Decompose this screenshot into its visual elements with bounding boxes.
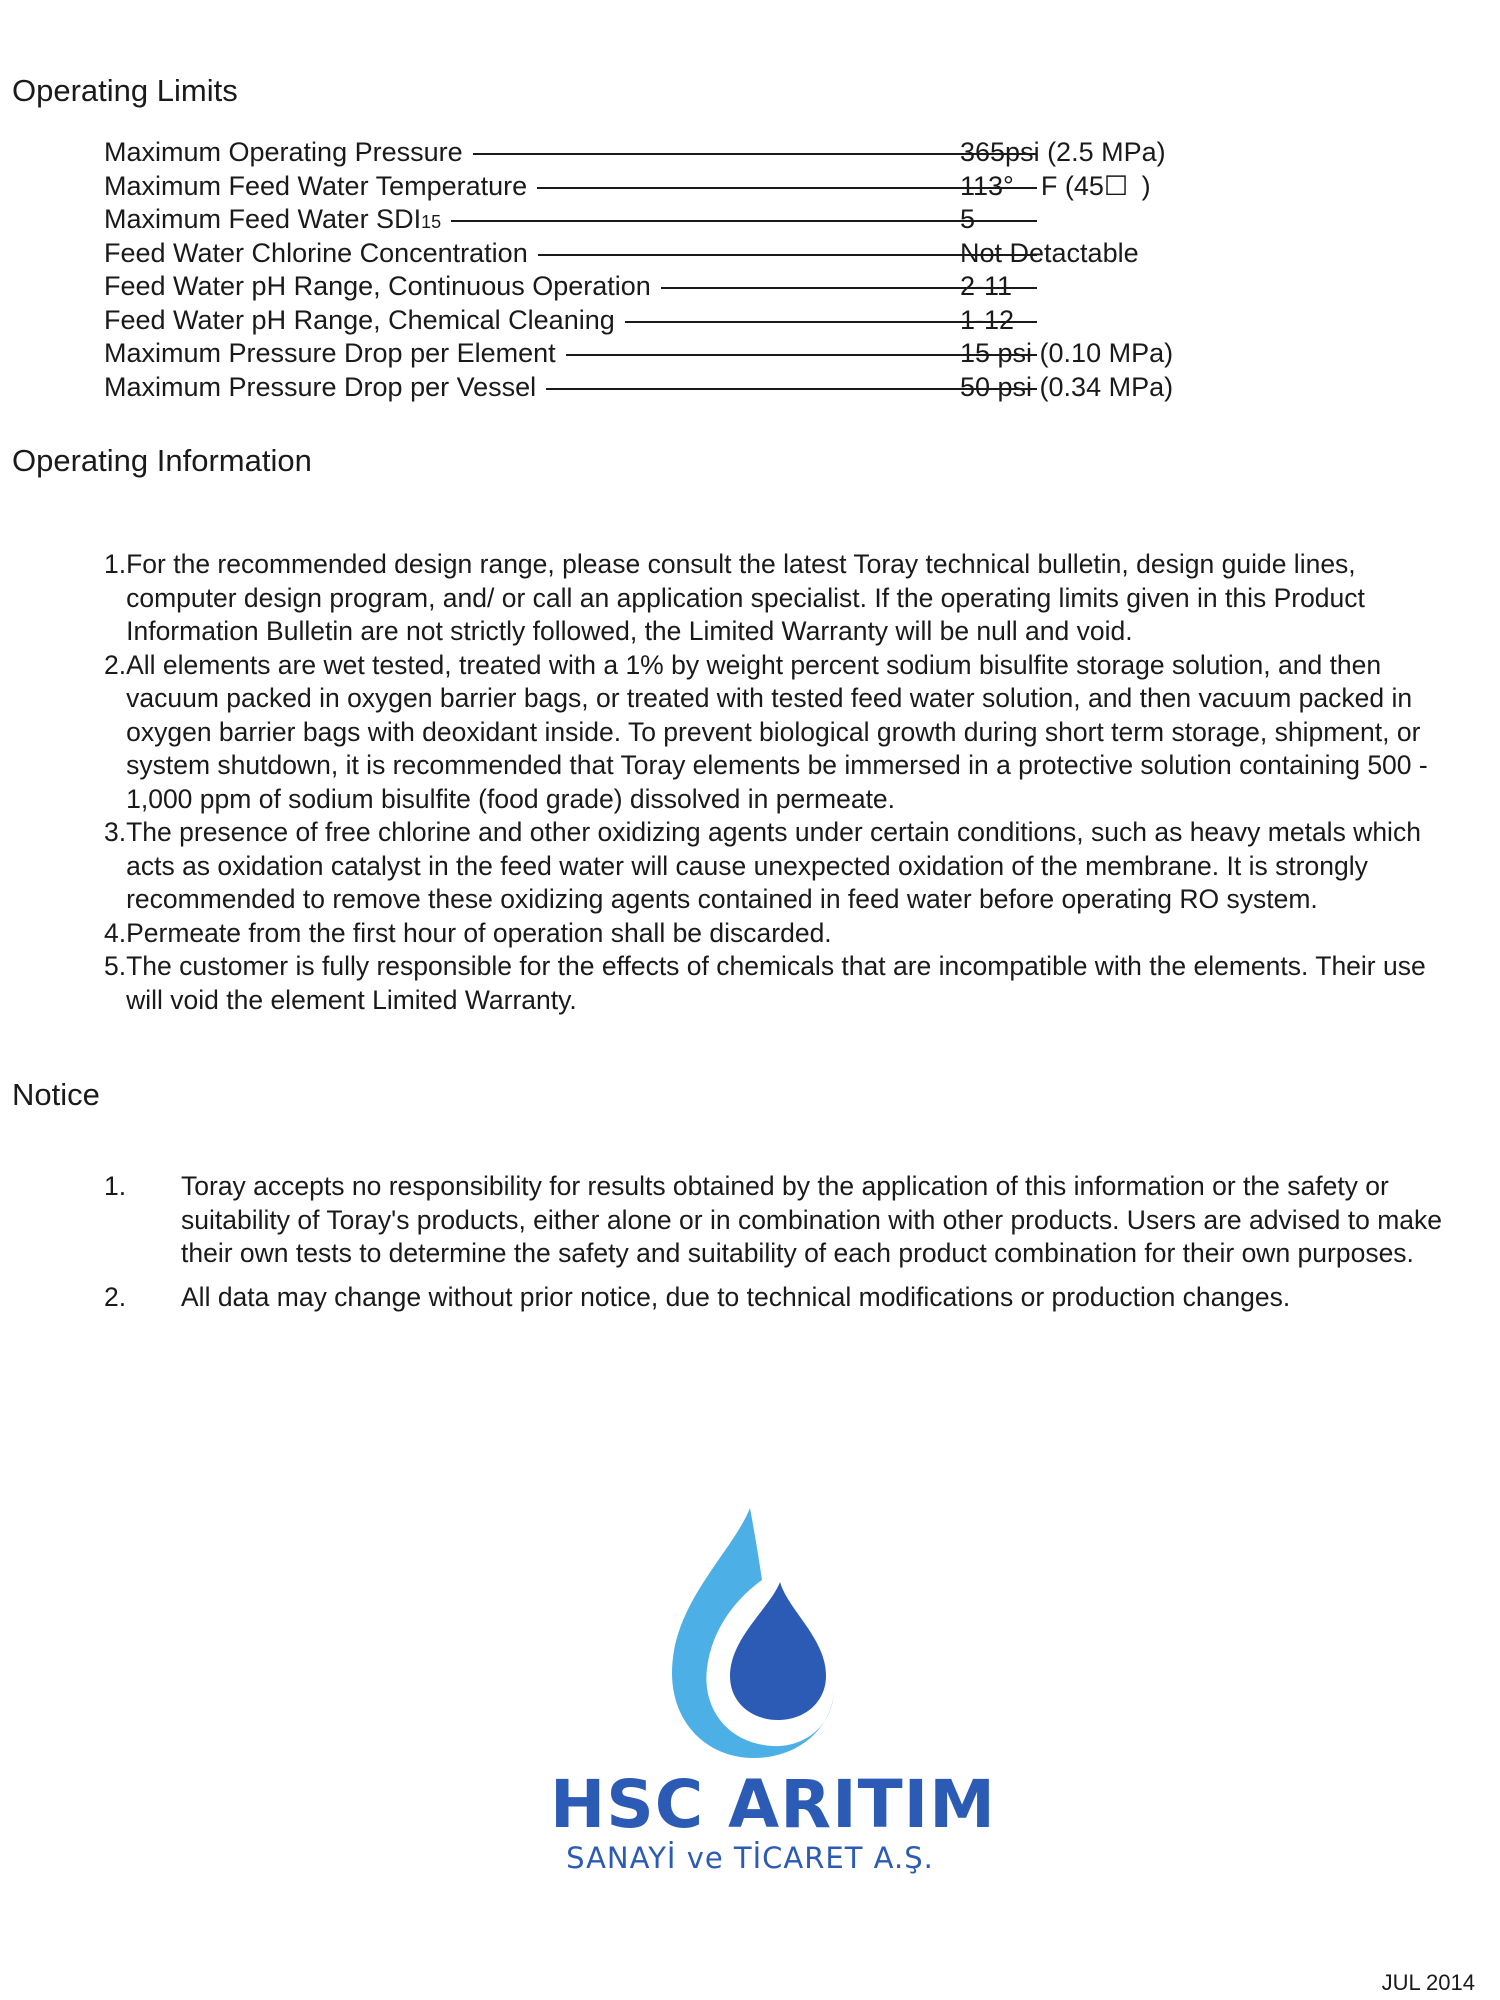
leader-line: [404, 220, 1037, 222]
operating-information-heading: Operating Information: [12, 443, 312, 478]
limit-row: [104, 136, 1204, 170]
limit-label: Feed Water Chlorine Concentration: [104, 237, 538, 271]
limit-label-subscript: 15: [421, 212, 442, 232]
list-item: [104, 816, 1434, 917]
footer-date: JUL 2014: [1381, 1970, 1475, 1995]
list-item: [104, 548, 1434, 649]
limit-label: Maximum Pressure Drop per Element: [104, 337, 566, 371]
limit-value: 15 psi (0.10 MPa): [960, 338, 1174, 368]
limit-label: Maximum Pressure Drop per Vessel: [104, 371, 546, 405]
notice-list: [104, 1170, 1456, 1324]
item-number: 1.: [104, 1171, 127, 1201]
limit-row: [104, 237, 1204, 271]
limit-row: [104, 203, 1204, 237]
limit-row: [104, 304, 1204, 338]
limit-row: [104, 371, 1204, 405]
company-logo: [540, 1508, 996, 1878]
limit-value: 1-12: [960, 304, 1015, 335]
operating-information-list: [104, 548, 1434, 1017]
leader-line: [489, 388, 1037, 390]
leader-line: [504, 354, 1037, 356]
limit-value: 5: [960, 204, 976, 234]
list-item: [104, 950, 1434, 1017]
list-item: [104, 1170, 1456, 1271]
item-text: Toray accepts no responsibility for results obtained by the application of this information or the safety or suitability of Toray's products, either alone or in combination with other products. Users are advised to make their own tests to determine the safety and suitability of each product combination for their own purposes.: [181, 1171, 1443, 1268]
notice-heading: Notice: [12, 1077, 100, 1112]
list-item: [104, 649, 1434, 817]
limit-value: 365psi (2.5 MPa): [960, 137, 1166, 167]
item-text: The presence of free chlorine and other oxidizing agents under certain conditions, such as heavy metals which acts as oxidation catalyst in the feed water will cause unexpected oxidation of the membrane. It is strongly recommended to remove these oxidizing agents contained in feed water before operating RO system.: [126, 817, 1421, 914]
logo-subtitle: SANAYİ ve TİCARET A.Ş.: [566, 1841, 934, 1875]
limit-value: 50 psi (0.34 MPa): [960, 371, 1174, 402]
limit-value: Not Detactable: [960, 237, 1139, 268]
limit-label: Feed Water pH Range, Continuous Operation: [104, 270, 661, 304]
item-text: All data may change without prior notice, due to technical modifications or production changes.: [181, 1281, 1291, 1312]
item-number: 2.: [104, 1281, 127, 1312]
operating-limits-table: [104, 136, 1204, 404]
operating-limits-heading: Operating Limits: [12, 73, 238, 108]
limit-value: 113° F (45☐ ): [960, 170, 1151, 201]
limit-label: Maximum Feed Water Temperature: [104, 170, 537, 204]
item-number: 3.: [104, 817, 127, 847]
item-number: 5.: [104, 951, 127, 981]
limit-label: Maximum Operating Pressure: [104, 136, 473, 170]
list-item: [104, 1281, 1456, 1315]
limit-row: [104, 170, 1204, 204]
leader-line: [479, 254, 1037, 256]
limit-row: [104, 270, 1204, 304]
item-number: 1.: [104, 549, 127, 579]
list-item: [104, 917, 1434, 951]
limit-value: 2-11: [960, 271, 1013, 301]
item-text: Permeate from the first hour of operation shall be discarded.: [126, 917, 832, 948]
limit-label: Feed Water pH Range, Chemical Cleaning: [104, 304, 625, 338]
water-drop-icon: [662, 1508, 842, 1768]
leader-line: [434, 153, 1037, 155]
item-number: 2.: [104, 649, 127, 680]
item-text: All elements are wet tested, treated with a 1% by weight percent sodium bisulfite storage solution, and then vacuum packed in oxygen barrier bags, or treated with tested feed water solution, and then vacuum packed in oxygen barrier bags with deoxidant inside. To prevent biological growth during short term storage, shipment, or system shutdown, it is recommended that Toray elements be immersed in a protective solution containing 500 - 1,000 ppm of sodium bisulfite (food grade) dissolved in permeate.: [126, 649, 1428, 814]
logo-name: HSC ARITIM: [550, 1766, 996, 1843]
item-text: The customer is fully responsible for the effects of chemicals that are incompatible with the elements. Their use will void the element Limited Warranty.: [126, 951, 1426, 1015]
limit-label: Maximum Feed Water SDI15: [104, 203, 451, 240]
leader-line: [484, 187, 1037, 189]
limit-row: [104, 337, 1204, 371]
item-text: For the recommended design range, please consult the latest Toray technical bulletin, design guide lines, computer design program, and/ or call an application specialist. If the operating limits given in this Product Information Bulletin are not strictly followed, the Limited Warranty will be null and void.: [126, 549, 1365, 646]
item-number: 4.: [104, 917, 127, 948]
